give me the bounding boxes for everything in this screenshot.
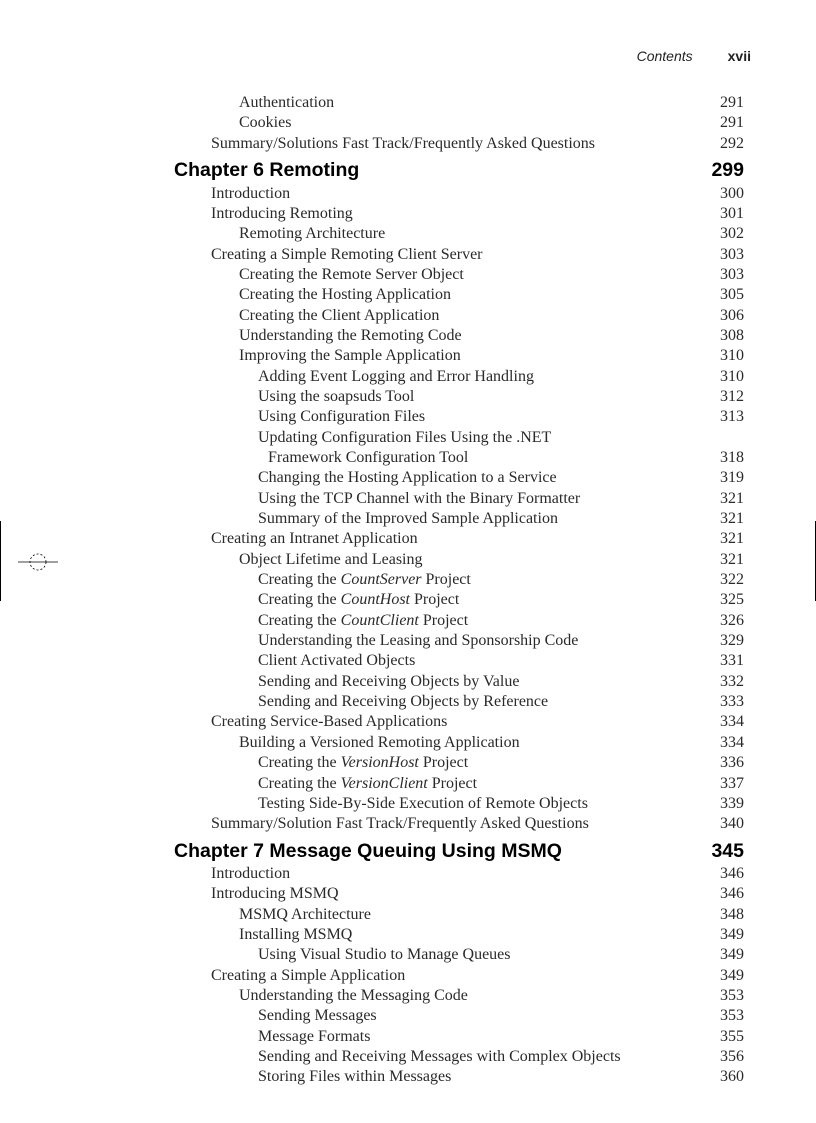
toc-entry-title-italic: VersionClient	[340, 774, 428, 792]
toc-entry[interactable]	[0, 794, 816, 814]
toc-entry[interactable]	[0, 631, 816, 651]
toc-entry[interactable]	[0, 733, 816, 753]
header-section-title: Contents	[636, 48, 693, 64]
toc-entry-title: Summary/Solution Fast Track/Frequently Asked Questions	[211, 815, 589, 833]
toc-entry-title-suffix: Project	[418, 754, 469, 772]
toc-entry-page-number: 321	[720, 510, 744, 528]
toc-entry-page-number: 355	[720, 1027, 744, 1045]
toc-entry-title: Chapter 6 Remoting	[174, 159, 360, 182]
toc-entry[interactable]	[0, 306, 816, 326]
toc-entry-page-number: 349	[720, 946, 744, 964]
toc-entry-page-number: 303	[720, 245, 744, 263]
toc-entry-page-number: 310	[720, 347, 744, 365]
toc-entry-page-number: 331	[720, 652, 744, 670]
toc-entry-title: Building a Versioned Remoting Application	[239, 733, 520, 751]
toc-entry[interactable]	[0, 204, 816, 224]
toc-entry-title-italic: CountHost	[340, 591, 410, 609]
toc-entry[interactable]	[0, 814, 816, 834]
toc-entry-title-text: Creating the	[258, 754, 341, 772]
toc-entry-page-number: 345	[711, 839, 744, 862]
toc-entry-page-number: 321	[720, 489, 744, 507]
registration-mark-icon	[18, 548, 58, 576]
toc-entry-title: Introducing MSMQ	[211, 885, 339, 903]
toc-entry-title: Storing Files within Messages	[258, 1068, 452, 1086]
toc-entry-title	[258, 774, 477, 794]
toc-entry-title: Creating Service-Based Applications	[211, 713, 448, 731]
toc-entry-page-number: 346	[720, 885, 744, 903]
toc-entry-page-number: 313	[720, 408, 744, 426]
toc-entry[interactable]	[0, 448, 816, 468]
toc-entry-page-number: 334	[720, 713, 744, 731]
toc-entry-page-number: 349	[720, 926, 744, 944]
toc-entry[interactable]	[0, 509, 816, 529]
toc-entry-page-number: 339	[720, 794, 744, 812]
toc-entry-page-number: 291	[720, 94, 744, 111]
toc-entry-page-number: 301	[720, 204, 744, 222]
toc-entry-title-suffix: Project	[427, 774, 478, 792]
toc-entry-title: Creating an Intranet Application	[211, 530, 418, 548]
toc-entry[interactable]	[0, 590, 816, 610]
toc-entry-title: Sending Messages	[258, 1007, 377, 1025]
toc-chapter-entry[interactable]	[0, 841, 816, 863]
toc-entry[interactable]	[0, 966, 816, 986]
toc-entry-page-number: 303	[720, 265, 744, 283]
toc-entry[interactable]	[0, 753, 816, 773]
toc-entry-page-number: 333	[720, 693, 744, 711]
toc-entry-title: Sending and Receiving Messages with Complex Objects	[258, 1048, 621, 1066]
toc-entry-page-number: 310	[720, 367, 744, 385]
toc-entry-title: Chapter 7 Message Queuing Using MSMQ	[174, 839, 562, 862]
crop-mark-left	[0, 521, 1, 601]
toc-entry-title: Sending and Receiving Objects by Value	[258, 672, 520, 690]
toc-entry[interactable]	[0, 224, 816, 244]
toc-entry-title: Using Configuration Files	[258, 408, 426, 426]
toc-entry-title: Using Visual Studio to Manage Queues	[258, 946, 511, 964]
toc-entry-page-number: 300	[720, 184, 744, 202]
toc-entry-title: MSMQ Architecture	[239, 905, 371, 923]
toc-entry[interactable]	[0, 945, 816, 965]
toc-entry[interactable]	[0, 93, 816, 113]
toc-entry-title: Understanding the Remoting Code	[239, 326, 462, 344]
table-of-contents	[0, 93, 816, 1088]
toc-entry-page-number: 356	[720, 1048, 744, 1066]
toc-entry[interactable]	[0, 884, 816, 904]
toc-entry-title: Understanding the Leasing and Sponsorship Code	[258, 632, 579, 650]
toc-entry[interactable]	[0, 864, 816, 884]
toc-entry[interactable]	[0, 468, 816, 488]
toc-entry-title-text: Creating the	[258, 571, 341, 589]
toc-entry-title-suffix: Project	[418, 611, 469, 629]
toc-entry-title	[258, 570, 471, 590]
toc-entry-title: Creating the Client Application	[239, 306, 440, 324]
toc-entry-page-number: 332	[720, 672, 744, 690]
toc-entry-title: Installing MSMQ	[239, 926, 353, 944]
toc-entry-title: Creating a Simple Application	[211, 966, 406, 984]
toc-entry-page-number: 349	[720, 966, 744, 984]
toc-entry-page-number: 336	[720, 754, 744, 772]
toc-entry-title: Introduction	[211, 865, 291, 883]
toc-entry[interactable]	[0, 1027, 816, 1047]
toc-entry-title: Remoting Architecture	[239, 225, 386, 243]
toc-entry-title-suffix: Project	[421, 571, 471, 589]
toc-entry-title: Improving the Sample Application	[239, 347, 461, 365]
toc-entry[interactable]	[0, 326, 816, 346]
toc-entry[interactable]	[0, 925, 816, 945]
toc-entry[interactable]	[0, 184, 816, 204]
toc-entry-page-number: 353	[720, 987, 744, 1005]
toc-entry-title: Message Formats	[258, 1027, 371, 1045]
toc-entry[interactable]	[0, 774, 816, 794]
toc-entry-page-number: 302	[720, 225, 744, 243]
toc-entry-title: Object Lifetime and Leasing	[239, 550, 423, 568]
toc-entry-title-italic: CountServer	[340, 571, 422, 589]
toc-entry[interactable]	[0, 428, 816, 448]
toc-chapter-entry[interactable]	[0, 160, 816, 182]
toc-entry-title: Creating the Remote Server Object	[239, 265, 464, 283]
toc-entry[interactable]	[0, 651, 816, 671]
toc-entry-title: Using the soapsuds Tool	[258, 387, 415, 405]
toc-entry[interactable]	[0, 712, 816, 732]
toc-entry-title: Authentication	[239, 94, 335, 111]
toc-entry-title: Adding Event Logging and Error Handling	[258, 367, 534, 385]
toc-entry-title: Introduction	[211, 184, 291, 202]
toc-entry-title: Cookies	[239, 114, 292, 132]
toc-entry[interactable]	[0, 407, 816, 427]
toc-entry-title: Sending and Receiving Objects by Reference	[258, 693, 549, 711]
toc-entry[interactable]	[0, 265, 816, 285]
toc-entry-page-number: 305	[720, 286, 744, 304]
toc-entry-page-number: 299	[711, 159, 744, 182]
toc-entry-page-number: 346	[720, 865, 744, 883]
header-page-number: xvii	[727, 48, 751, 64]
toc-entry-title	[258, 590, 459, 610]
toc-entry-title: Testing Side-By-Side Execution of Remote Objects	[258, 794, 588, 812]
toc-entry[interactable]	[0, 113, 816, 133]
toc-entry-title-italic: VersionHost	[340, 754, 419, 772]
toc-entry[interactable]	[0, 285, 816, 305]
toc-entry-page-number: 321	[720, 530, 744, 548]
toc-entry-page-number: 322	[720, 571, 744, 589]
toc-entry-title-suffix: Project	[409, 591, 460, 609]
toc-entry-page-number: 353	[720, 1007, 744, 1025]
toc-entry-title	[258, 611, 468, 631]
toc-entry-title: Introducing Remoting	[211, 204, 353, 222]
toc-entry[interactable]	[0, 570, 816, 590]
toc-entry-title-text: Creating the	[258, 611, 341, 629]
toc-entry[interactable]	[0, 387, 816, 407]
toc-entry-page-number: 306	[720, 306, 744, 324]
toc-entry-page-number: 318	[720, 449, 744, 466]
toc-entry-title: Changing the Hosting Application to a Service	[258, 469, 557, 487]
toc-entry[interactable]	[0, 986, 816, 1006]
toc-entry-title: Framework Configuration Tool	[268, 449, 469, 466]
toc-entry-page-number: 308	[720, 326, 744, 344]
toc-entry-title: Creating a Simple Remoting Client Server	[211, 245, 483, 263]
toc-entry-page-number: 334	[720, 733, 744, 751]
running-header	[637, 46, 751, 66]
toc-entry[interactable]	[0, 672, 816, 692]
toc-entry[interactable]	[0, 611, 816, 631]
toc-entry-title: Using the TCP Channel with the Binary Formatter	[258, 489, 581, 507]
toc-entry-page-number: 340	[720, 815, 744, 833]
toc-entry[interactable]	[0, 1047, 816, 1067]
toc-entry-page-number: 312	[720, 387, 744, 405]
toc-entry[interactable]	[0, 134, 816, 154]
toc-entry-page-number: 337	[720, 774, 744, 792]
toc-entry-page-number: 321	[720, 550, 744, 568]
toc-entry-page-number: 319	[720, 469, 744, 487]
toc-entry-title: Client Activated Objects	[258, 652, 416, 670]
toc-entry-title	[258, 753, 468, 773]
toc-entry-title-italic: CountClient	[340, 611, 419, 629]
toc-entry-title: Summary/Solutions Fast Track/Frequently Asked Questions	[211, 134, 596, 152]
toc-entry[interactable]	[0, 692, 816, 712]
toc-entry-title-text: Creating the	[258, 591, 341, 609]
toc-entry-page-number: 325	[720, 591, 744, 609]
toc-entry-title: Creating the Hosting Application	[239, 286, 451, 304]
toc-entry-page-number: 348	[720, 905, 744, 923]
toc-entry[interactable]	[0, 905, 816, 925]
toc-entry-title: Summary of the Improved Sample Application	[258, 510, 558, 528]
toc-entry[interactable]	[0, 550, 816, 570]
toc-entry-page-number: 329	[720, 632, 744, 650]
toc-entry[interactable]	[0, 529, 816, 549]
toc-entry-title: Understanding the Messaging Code	[239, 987, 468, 1005]
toc-entry-page-number: 291	[720, 114, 744, 132]
toc-entry-title: Updating Configuration Files Using the .NET	[258, 428, 552, 446]
toc-entry[interactable]	[0, 245, 816, 265]
toc-entry[interactable]	[0, 346, 816, 366]
toc-entry-page-number: 360	[720, 1068, 744, 1086]
toc-entry[interactable]	[0, 489, 816, 509]
toc-entry[interactable]	[0, 1006, 816, 1026]
toc-entry-page-number: 292	[720, 134, 744, 152]
toc-entry-title-text: Creating the	[258, 774, 341, 792]
toc-entry-page-number: 326	[720, 611, 744, 629]
toc-entry[interactable]	[0, 1067, 816, 1087]
toc-entry[interactable]	[0, 367, 816, 387]
